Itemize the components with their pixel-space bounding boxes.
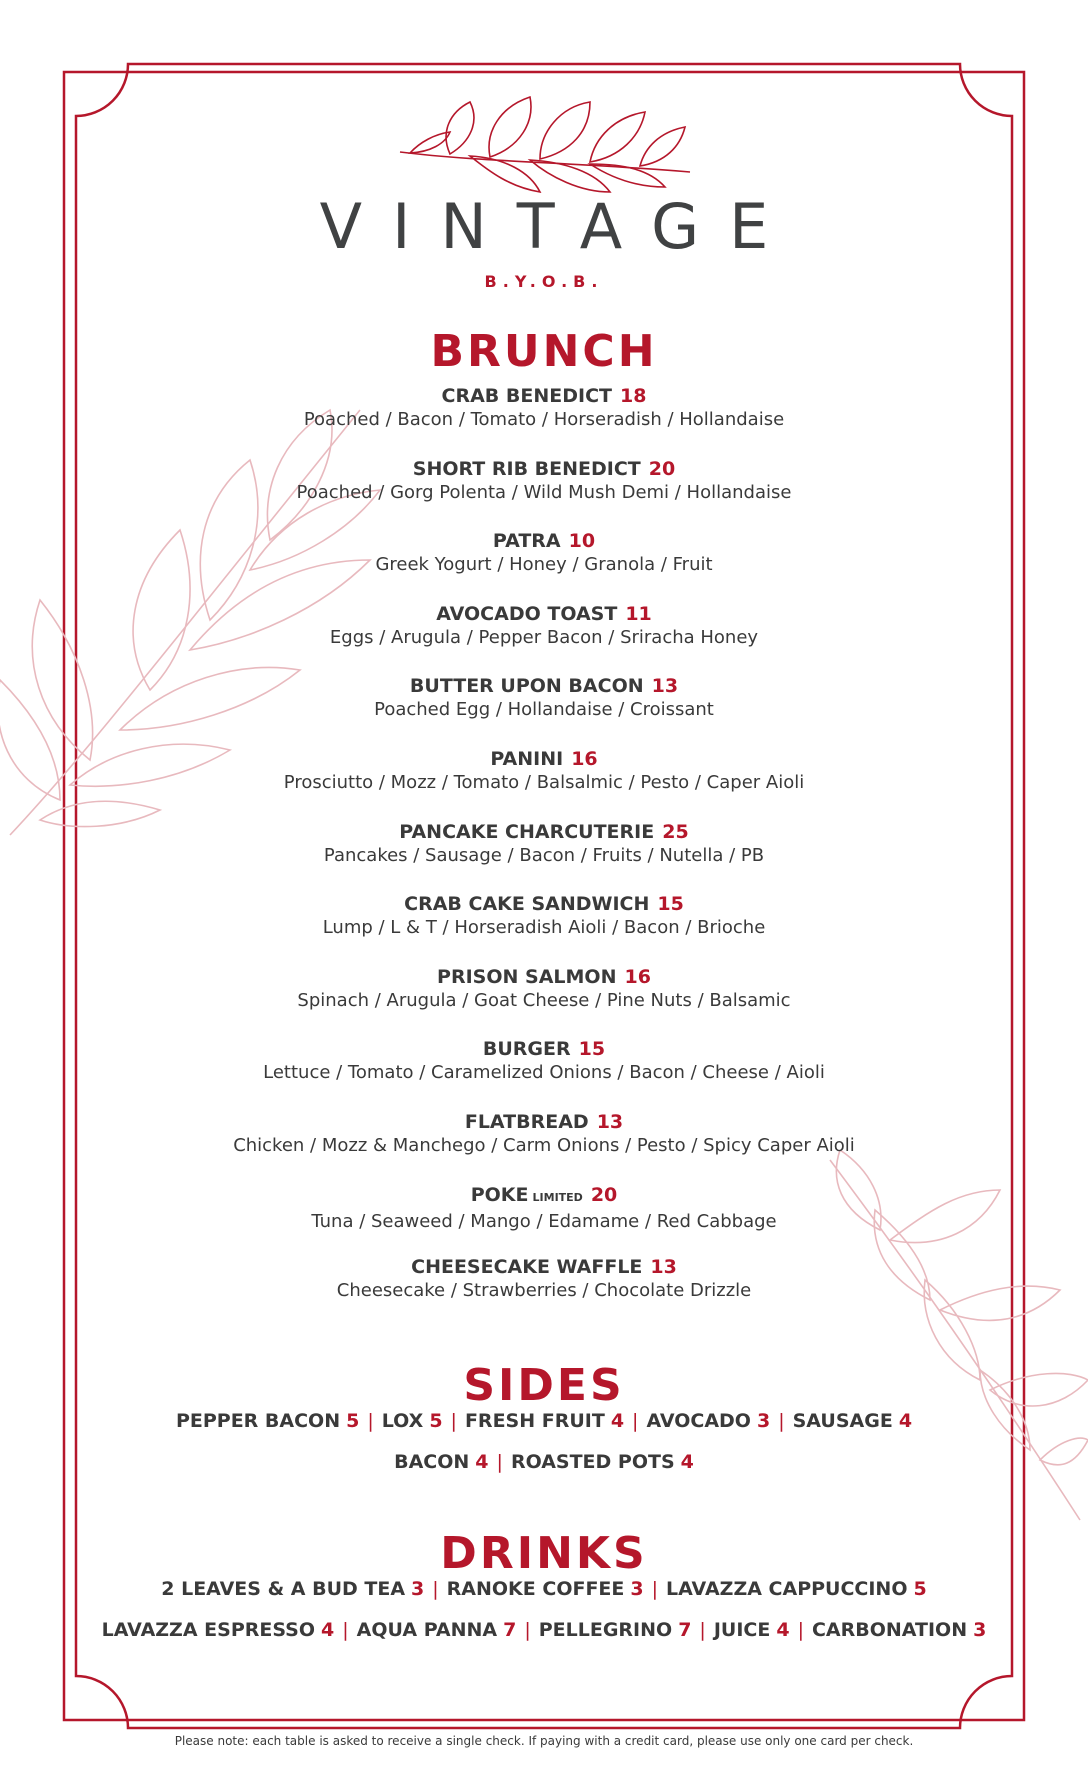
item-separator: |: [632, 1410, 639, 1432]
drinks-item-name: JUICE: [713, 1619, 771, 1641]
sides-section-title: SIDES: [463, 1360, 625, 1411]
sides-item-price: 5: [346, 1410, 360, 1432]
menu-item-description: Poached / Bacon / Tomato / Horseradish / Hollandaise: [303, 409, 785, 430]
sides-item-name: BACON: [394, 1451, 470, 1473]
brunch-section-title: BRUNCH: [430, 326, 658, 377]
menu-item-price: 16: [624, 966, 651, 988]
drinks-item-name: LAVAZZA CAPPUCCINO: [666, 1578, 908, 1600]
sides-item-price: 4: [898, 1410, 913, 1432]
drinks-item-price: 5: [913, 1578, 927, 1600]
menu-item-name: POKE: [470, 1184, 529, 1206]
menu-item-price: 16: [571, 748, 598, 770]
sides-row: [0, 1410, 1088, 1432]
menu-item-name: PRISON SALMON: [437, 966, 617, 988]
menu-item-description: Tuna / Seaweed / Mango / Edamame / Red Cabbage: [311, 1211, 777, 1232]
brand-name: VINTAGE: [319, 190, 799, 263]
menu-item-name: CHEESECAKE WAFFLE: [411, 1256, 643, 1278]
item-separator: |: [699, 1619, 706, 1641]
item-separator: |: [651, 1578, 659, 1600]
sides-item-price: 5: [429, 1410, 443, 1432]
drinks-row: [0, 1578, 1088, 1600]
sides-item-price: 4: [610, 1410, 625, 1432]
menu-item-name: FLATBREAD: [464, 1111, 589, 1133]
drinks-item-price: 3: [630, 1578, 644, 1600]
menu-item-description: Lettuce / Tomato / Caramelized Onions / Bacon / Cheese / Aioli: [263, 1062, 825, 1083]
menu-item: [0, 892, 1088, 940]
menu-item-description: Pancakes / Sausage / Bacon / Fruits / Nutella / PB: [323, 845, 765, 866]
menu-item-title-line: [0, 1037, 1088, 1061]
menu-item-title-line: [0, 820, 1088, 844]
menu-item: [0, 1037, 1088, 1085]
brand-tagline: B.Y.O.B.: [484, 272, 604, 291]
drinks-item-price: 3: [973, 1619, 987, 1641]
menu-item-price: 13: [650, 1256, 677, 1278]
item-separator: |: [432, 1578, 439, 1600]
menu-item-description: Cheesecake / Strawberries / Chocolate Drizzle: [336, 1280, 752, 1301]
sides-item-name: FRESH FRUIT: [464, 1410, 605, 1432]
drinks-row: [0, 1619, 1088, 1641]
item-separator: |: [524, 1619, 531, 1641]
sides-item-name: SAUSAGE: [792, 1410, 893, 1432]
sides-item-price: 4: [475, 1451, 489, 1473]
menu-item-description: Prosciutto / Mozz / Tomato / Balsalmic / Pesto / Caper Aioli: [283, 772, 805, 793]
sides-item-price: 4: [680, 1451, 694, 1473]
drinks-item-name: 2 LEAVES & A BUD TEA: [161, 1578, 406, 1600]
sides-item-name: PEPPER BACON: [175, 1410, 341, 1432]
menu-item-name: CRAB BENEDICT: [441, 385, 612, 407]
menu-item: [0, 1183, 1088, 1234]
sides-row: [0, 1451, 1088, 1473]
menu-item: [0, 820, 1088, 868]
menu-item-price: 15: [578, 1038, 606, 1060]
drinks-item-price: 3: [411, 1578, 425, 1600]
menu-item-title-line: [0, 384, 1088, 408]
menu-item: [0, 1255, 1088, 1303]
menu-item-name: CRAB CAKE SANDWICH: [404, 893, 650, 915]
menu-item: [0, 529, 1088, 577]
menu-item: [0, 602, 1088, 650]
menu-item-description: Greek Yogurt / Honey / Granola / Fruit: [375, 554, 713, 575]
menu-item-price: 25: [662, 821, 689, 843]
menu-item-price: 18: [620, 385, 647, 407]
menu-item-description: Poached Egg / Hollandaise / Croissant: [374, 699, 714, 720]
sides-item-name: AVOCADO: [646, 1410, 751, 1432]
drinks-item-name: PELLEGRINO: [538, 1619, 673, 1641]
drinks-item-price: 4: [776, 1619, 790, 1641]
menu-item-title-line: [0, 1110, 1088, 1134]
drinks-item-price: 4: [321, 1619, 335, 1641]
item-separator: |: [367, 1410, 374, 1432]
drinks-item-name: CARBONATION: [811, 1619, 968, 1641]
menu-item-title-line: [0, 892, 1088, 916]
menu-item-description: Lump / L & T / Horseradish Aioli / Bacon / Brioche: [322, 917, 766, 938]
drinks-item-name: RANOKE COFFEE: [446, 1578, 625, 1600]
item-separator: |: [450, 1410, 457, 1432]
drinks-item-name: AQUA PANNA: [356, 1619, 498, 1641]
menu-item-name: PANINI: [490, 748, 564, 770]
sides-item-name: ROASTED POTS: [510, 1451, 675, 1473]
menu-item-title-line: [0, 602, 1088, 626]
menu-item-note: LIMITED: [532, 1191, 583, 1204]
menu-item: [0, 457, 1088, 505]
menu-item-price: 15: [657, 893, 684, 915]
menu-item-price: 10: [568, 530, 596, 552]
drinks-item-price: 7: [503, 1619, 517, 1641]
menu-item-name: BUTTER UPON BACON: [409, 675, 644, 697]
menu-item-title-line: [0, 747, 1088, 771]
menu-item-price: 20: [648, 458, 676, 480]
item-separator: |: [797, 1619, 804, 1641]
item-separator: |: [778, 1410, 785, 1432]
drinks-item-name: LAVAZZA ESPRESSO: [101, 1619, 316, 1641]
menu-item-price: 20: [590, 1184, 618, 1206]
menu-item-name: BURGER: [482, 1038, 571, 1060]
sides-item-price: 3: [756, 1410, 771, 1432]
menu-item-name: PANCAKE CHARCUTERIE: [399, 821, 655, 843]
menu-item-title-line: [0, 965, 1088, 989]
menu-item-price: 11: [625, 603, 652, 625]
menu-item-price: 13: [651, 675, 679, 697]
menu-item-description: Poached / Gorg Polenta / Wild Mush Demi / Hollandaise: [296, 482, 792, 503]
menu-item-title-line: [0, 529, 1088, 553]
menu-item-name: SHORT RIB BENEDICT: [412, 458, 641, 480]
item-separator: |: [496, 1451, 503, 1473]
menu-item-name: PATRA: [492, 530, 561, 552]
menu-item: [0, 747, 1088, 795]
payment-footnote: Please note: each table is asked to receive a single check. If paying with a credit card, please use only one card per check.: [174, 1734, 914, 1748]
sides-item-name: LOX: [381, 1410, 424, 1432]
menu-item-price: 13: [596, 1111, 624, 1133]
menu-item-description: Chicken / Mozz & Manchego / Carm Onions / Pesto / Spicy Caper Aioli: [233, 1135, 855, 1156]
item-separator: |: [342, 1619, 349, 1641]
drinks-section-title: DRINKS: [440, 1528, 648, 1579]
menu-item-name: AVOCADO TOAST: [436, 603, 618, 625]
menu-item-title-line: [0, 1183, 1088, 1210]
menu-item-title-line: [0, 457, 1088, 481]
menu-item-title-line: [0, 674, 1088, 698]
leaf-logo-icon: [390, 92, 700, 202]
menu-item-description: Spinach / Arugula / Goat Cheese / Pine Nuts / Balsamic: [297, 990, 791, 1011]
menu-item: [0, 384, 1088, 432]
menu-item-title-line: [0, 1255, 1088, 1279]
menu-item: [0, 1110, 1088, 1158]
menu-item: [0, 674, 1088, 722]
menu-item-description: Eggs / Arugula / Pepper Bacon / Sriracha Honey: [329, 627, 759, 648]
menu-item: [0, 965, 1088, 1013]
drinks-item-price: 7: [678, 1619, 692, 1641]
